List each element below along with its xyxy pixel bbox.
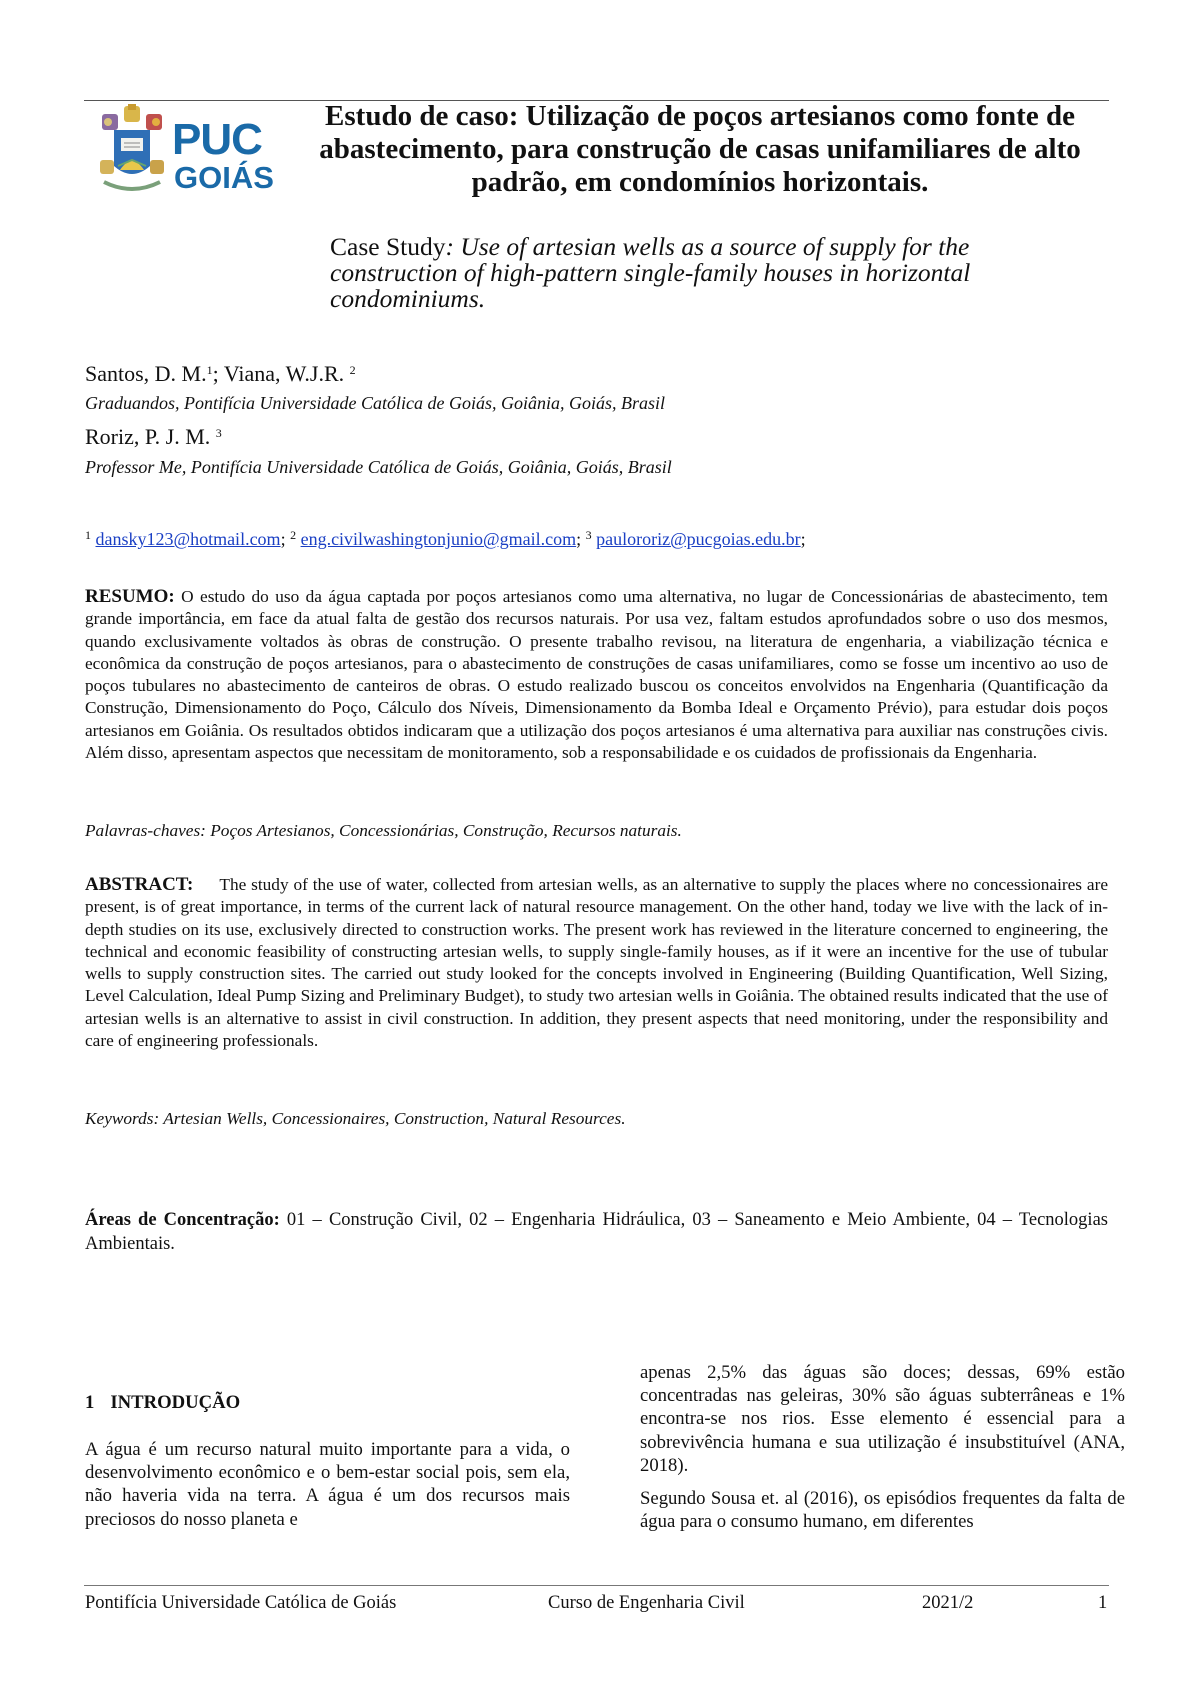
separator: ; [576,529,586,549]
abstract-label: ABSTRACT: [85,874,194,895]
subtitle-prefix: Case Study [330,232,446,261]
section-title: INTRODUÇÃO [110,1392,241,1413]
authors-students [85,362,356,386]
author-roriz: Roriz, P. J. M. [85,424,216,449]
section-number: 1 [85,1392,95,1413]
abstract-section [85,874,1108,1052]
subtitle-text: : Use of artesian wells as a source of supply for the construction of high-pattern single-family houses in horizontal condominiums. [330,232,971,313]
separator: ; [280,529,291,549]
footer-institution: Pontifícia Universidade Católica de Goiás [85,1593,397,1613]
footer-rule [84,1585,1109,1586]
footnote-marker: 2 [349,363,356,377]
author-viana: ; Viana, W.J.R. [212,361,350,386]
footnote-marker: 3 [585,528,592,542]
footer-period: 2021/2 [922,1593,974,1613]
intro-paragraph-left: A água é um recurso natural muito importante para a vida, o desenvolvimento econômico e o bem-estar social pois, sem ela, não haveria vida na terra. A água é um dos recursos mais preciosos do nosso planeta e [85,1439,570,1530]
intro-paragraph-right-1: apenas 2,5% das águas são doces; dessas, 69% estão concentradas nas geleiras, 30% são águas subterrâneas e 1% encontra-se nos rios. Esse elemento é essencial para a sobrevivência humana e sua utilização é insubstituível (ANA, 2018). [640,1362,1125,1476]
logo-text-puc: PUC [172,115,262,164]
palavras-chaves: Palavras-chaves: Poços Artesianos, Concessionárias, Construção, Recursos naturais. [85,821,682,840]
footnote-marker: 1 [206,363,213,377]
footer-course: Curso de Engenharia Civil [548,1593,745,1613]
affiliation-professor: Professor Me, Pontifícia Universidade Católica de Goiás, Goiânia, Goiás, Brasil [85,457,672,477]
email-link-3[interactable]: paulororiz@pucgoias.edu.br [596,529,801,549]
university-logo [98,104,278,204]
keywords: Keywords: Artesian Wells, Concessionaires, Construction, Natural Resources. [85,1109,626,1128]
english-subtitle [330,234,1090,312]
footnote-marker: 1 [85,528,91,542]
page-number: 1 [1098,1593,1108,1613]
author-professor [85,425,222,449]
section-heading-introducao [85,1392,240,1414]
areas-concentracao [85,1208,1108,1256]
crest-icon [98,104,166,198]
footnote-marker: 2 [290,528,297,542]
paper-title: Estudo de caso: Utilização de poços artesianos como fonte de abastecimento, para construção de casas unifamiliares de alto padrão, em condomínios horizontais. [319,100,1081,198]
abstract-text: The study of the use of water, collected from artesian wells, as an alternative to supply the places where no concessionaires are present, is of great importance, in terms of the current lack of natural resource management. On the other hand, today we live with the lack of in-depth studies on its use, exclusively directed to construction works. The present work has reviewed in the literature concerned to engineering, the technical and economic feasibility of constructing artesian wells, to supply single-family houses, as if it were an incentive for the use of tubular wells to supply construction sites. The carried out study looked for the concepts involved in Engineering (Building Quantification, Well Sizing, Level Calculation, Ideal Pump Sizing and Preliminary Budget), to study two artesian wells in Goiânia. The obtained results indicated that the use of artesian wells is an alternative to assist in civil construction. In addition, they present aspects that need monitoring, under the responsibility and care of engineering professionals. [85,875,1108,1051]
intro-column-right [640,1361,1125,1533]
resumo-text: O estudo do uso da água captada por poços artesianos como uma alternativa, no lugar de Concessionárias de abastecimento, tem grande importância, em face da atual falta de gestão dos recursos naturais. Por usa vez, faltam estudos aprofundados sobre o uso dos mesmos, quando exclusivamente voltados às obras de construção. O presente trabalho revisou, na literatura de engenharia, a viabilização técnica e econômica da construção de poços artesianos, para o abastecimento de construções de casas unifamiliares, como se fosse um incentivo ao uso de poços tubulares no abastecimento de canteiros de obras. O estudo realizado buscou os conceitos envolvidos na Engenharia (Quantificação da Construção, Dimensionamento do Poço, Cálculo dos Níveis, Dimensionamento da Bomba Ideal e Orçamento Prévio), para estudar dois poços artesianos em Goiânia. Os resultados obtidos indicaram que a utilização dos poços artesianos é uma alternativa para auxiliar nas construções civis. Além disso, apresentam aspectos que necessitam de monitoramento, sob a responsabilidade e os cuidados de profissionais da Engenharia. [85,587,1108,763]
email-link-1[interactable]: dansky123@hotmail.com [95,529,281,549]
areas-label: Áreas de Concentração: [85,1210,280,1230]
author-emails [85,528,806,550]
intro-paragraph-right-2: Segundo Sousa et. al (2016), os episódios frequentes da falta de água para o consumo humano, em diferentes [640,1488,1125,1533]
logo-text-goias: GOIÁS [174,160,274,195]
email-link-2[interactable]: eng.civilwashingtonjunio@gmail.com [300,529,577,549]
resumo-label: RESUMO: [85,586,175,607]
resumo-section [85,586,1108,764]
footnote-marker: 3 [215,426,222,440]
affiliation-students: Graduandos, Pontifícia Universidade Católica de Goiás, Goiânia, Goiás, Brasil [85,393,665,413]
separator: ; [800,529,806,549]
author-santos: Santos, D. M. [85,361,207,386]
areas-text: 01 – Construção Civil, 02 – Engenharia Hidráulica, 03 – Saneamento e Meio Ambiente, 04 – Tecnologias Ambientais. [85,1210,1108,1254]
